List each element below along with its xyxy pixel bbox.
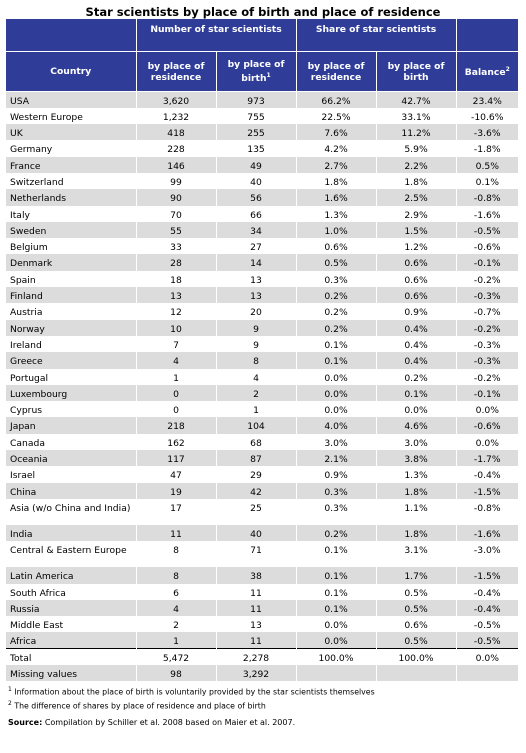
cell-country: Belgium xyxy=(6,238,136,254)
cell-birth-count: 255 xyxy=(216,124,296,140)
cell-residence-count: 70 xyxy=(136,206,216,222)
cell-residence-share: 0.1% xyxy=(296,352,376,368)
cell-birth-share: 1.5% xyxy=(376,222,456,238)
cell-residence-count: 0 xyxy=(136,385,216,401)
footnote-2-text: The difference of shares by place of residence and place of birth xyxy=(14,701,266,711)
cell-residence-count: 13 xyxy=(136,287,216,303)
cell-residence-share: 2.1% xyxy=(296,450,376,466)
cell-birth-count: 68 xyxy=(216,434,296,450)
table-title: Star scientists by place of birth and place of residence xyxy=(85,5,441,19)
cell-residence-share: 2.7% xyxy=(296,157,376,173)
cell-birth-share: 42.7% xyxy=(376,92,456,108)
cell-residence-count: 0 xyxy=(136,401,216,417)
cell-residence-share: 0.1% xyxy=(296,336,376,352)
cell-country: Germany xyxy=(6,140,136,156)
footnote-1-text: Information about the place of birth is voluntarily provided by the star scientists themselves xyxy=(14,687,375,697)
cell-residence-count: 1 xyxy=(136,369,216,385)
cell-country: Portugal xyxy=(6,369,136,385)
cell-balance: -1.6% xyxy=(456,206,518,222)
cell-balance: -0.5% xyxy=(456,222,518,238)
header-group-share: Share of star scientists xyxy=(296,19,456,52)
cell-balance: -0.3% xyxy=(456,352,518,368)
cell-birth-share: 3.1% xyxy=(376,541,456,567)
cell-country: Greece xyxy=(6,352,136,368)
cell-birth-count: 40 xyxy=(216,525,296,541)
cell-country: Norway xyxy=(6,320,136,336)
cell-residence-count: 162 xyxy=(136,434,216,450)
cell-balance: -3.0% xyxy=(456,541,518,567)
cell-balance: 0.0% xyxy=(456,434,518,450)
cell-birth-count: 13 xyxy=(216,287,296,303)
cell-birth-share: 4.6% xyxy=(376,417,456,433)
table-row xyxy=(6,140,518,156)
cell-birth-share: 0.1% xyxy=(376,385,456,401)
cell-residence-share: 7.6% xyxy=(296,124,376,140)
cell-balance: -0.2% xyxy=(456,271,518,287)
cell-residence-count: 117 xyxy=(136,450,216,466)
cell-residence-count: 17 xyxy=(136,499,216,525)
cell-birth-count: 135 xyxy=(216,140,296,156)
cell-residence-share: 0.6% xyxy=(296,238,376,254)
cell-balance: -0.2% xyxy=(456,369,518,385)
cell-country: China xyxy=(6,483,136,499)
cell-country: USA xyxy=(6,92,136,108)
cell-birth-share: 1.3% xyxy=(376,466,456,482)
cell-birth-share: 0.6% xyxy=(376,616,456,632)
cell-residence-share: 0.3% xyxy=(296,271,376,287)
cell-residence-share: 0.0% xyxy=(296,616,376,632)
cell-birth-count: 27 xyxy=(216,238,296,254)
cell-balance: -0.8% xyxy=(456,499,518,525)
cell-balance: -0.6% xyxy=(456,238,518,254)
cell-residence-share: 0.0% xyxy=(296,369,376,385)
cell-birth-share: 0.6% xyxy=(376,287,456,303)
cell-residence-share: 0.3% xyxy=(296,499,376,525)
cell-balance: 0.0% xyxy=(456,401,518,417)
table-row xyxy=(6,466,518,482)
table-row xyxy=(6,600,518,616)
cell-birth-count: 1 xyxy=(216,401,296,417)
cell-birth-count: 973 xyxy=(216,92,296,108)
cell-country: Netherlands xyxy=(6,189,136,205)
cell-residence-count: 6 xyxy=(136,584,216,600)
header-share-residence: by place of residence xyxy=(296,52,376,92)
cell-birth-share: 11.2% xyxy=(376,124,456,140)
cell-country: Finland xyxy=(6,287,136,303)
cell-residence-count: 11 xyxy=(136,525,216,541)
cell-residence-count: 2 xyxy=(136,616,216,632)
table-row xyxy=(6,238,518,254)
cell-birth-count: 9 xyxy=(216,336,296,352)
cell-residence-share: 1.6% xyxy=(296,189,376,205)
cell-country: France xyxy=(6,157,136,173)
cell-residence-share: 0.0% xyxy=(296,632,376,648)
cell-birth-share: 1.1% xyxy=(376,499,456,525)
cell-birth-count: 3,292 xyxy=(216,665,296,681)
table-row xyxy=(6,124,518,140)
cell-balance: -0.1% xyxy=(456,385,518,401)
cell-residence-count: 90 xyxy=(136,189,216,205)
cell-birth-share: 0.9% xyxy=(376,303,456,319)
cell-residence-count: 19 xyxy=(136,483,216,499)
table-row xyxy=(6,649,518,665)
footnote-2-mark: 2 xyxy=(8,699,12,707)
cell-country: Austria xyxy=(6,303,136,319)
cell-balance: -3.6% xyxy=(456,124,518,140)
cell-birth-share: 0.2% xyxy=(376,369,456,385)
cell-residence-share: 0.0% xyxy=(296,401,376,417)
cell-residence-count: 98 xyxy=(136,665,216,681)
table-row xyxy=(6,665,518,681)
cell-balance: 23.4% xyxy=(456,92,518,108)
cell-residence-share: 0.0% xyxy=(296,385,376,401)
cell-country: Oceania xyxy=(6,450,136,466)
cell-residence-count: 4 xyxy=(136,352,216,368)
cell-birth-count: 38 xyxy=(216,567,296,583)
cell-birth-share: 3.8% xyxy=(376,450,456,466)
cell-country: Central & Eastern Europe xyxy=(6,541,136,567)
cell-balance: -0.1% xyxy=(456,254,518,270)
cell-country: Spain xyxy=(6,271,136,287)
table-row xyxy=(6,567,518,583)
cell-birth-share: 33.1% xyxy=(376,108,456,124)
header-balance-sup: 2 xyxy=(505,66,510,74)
table-row xyxy=(6,499,518,525)
cell-balance: -0.4% xyxy=(456,466,518,482)
table-row xyxy=(6,417,518,433)
cell-birth-share: 0.5% xyxy=(376,632,456,648)
cell-birth-count: 8 xyxy=(216,352,296,368)
cell-birth-count: 9 xyxy=(216,320,296,336)
cell-birth-count: 34 xyxy=(216,222,296,238)
cell-residence-share: 0.9% xyxy=(296,466,376,482)
header-number-birth xyxy=(216,52,296,92)
cell-balance: -1.6% xyxy=(456,525,518,541)
cell-country: Canada xyxy=(6,434,136,450)
cell-residence-count: 228 xyxy=(136,140,216,156)
cell-residence-share: 0.1% xyxy=(296,567,376,583)
table-row xyxy=(6,541,518,567)
cell-residence-share: 1.8% xyxy=(296,173,376,189)
cell-birth-count: 29 xyxy=(216,466,296,482)
cell-country: Sweden xyxy=(6,222,136,238)
table-row xyxy=(6,434,518,450)
cell-residence-count: 218 xyxy=(136,417,216,433)
table-row xyxy=(6,632,518,648)
cell-residence-count: 1 xyxy=(136,632,216,648)
cell-birth-share: 2.9% xyxy=(376,206,456,222)
cell-birth-count: 104 xyxy=(216,417,296,433)
cell-country: Africa xyxy=(6,632,136,648)
cell-birth-share: 0.4% xyxy=(376,320,456,336)
header-number-birth-label: by place of birth xyxy=(227,58,285,85)
cell-balance: -0.4% xyxy=(456,584,518,600)
cell-residence-count: 1,232 xyxy=(136,108,216,124)
table-row xyxy=(6,157,518,173)
cell-residence-count: 8 xyxy=(136,567,216,583)
cell-balance: -1.5% xyxy=(456,567,518,583)
cell-residence-count: 7 xyxy=(136,336,216,352)
source-label: Source: xyxy=(8,718,43,728)
cell-birth-share: 100.0% xyxy=(376,649,456,665)
cell-residence-share: 0.2% xyxy=(296,303,376,319)
cell-residence-share: 100.0% xyxy=(296,649,376,665)
footnote-1 xyxy=(8,684,526,698)
cell-residence-share: 0.2% xyxy=(296,320,376,336)
cell-country: UK xyxy=(6,124,136,140)
cell-residence-count: 4 xyxy=(136,600,216,616)
cell-country: South Africa xyxy=(6,584,136,600)
cell-birth-share: 1.2% xyxy=(376,238,456,254)
cell-residence-count: 5,472 xyxy=(136,649,216,665)
cell-residence-share: 4.0% xyxy=(296,417,376,433)
cell-birth-share: 0.6% xyxy=(376,254,456,270)
table-row xyxy=(6,525,518,541)
cell-balance: -0.4% xyxy=(456,600,518,616)
footnote-2 xyxy=(8,698,526,712)
cell-residence-share: 0.1% xyxy=(296,584,376,600)
table-row xyxy=(6,92,518,108)
table-row xyxy=(6,222,518,238)
cell-birth-count: 4 xyxy=(216,369,296,385)
cell-birth-share: 0.6% xyxy=(376,271,456,287)
cell-residence-count: 55 xyxy=(136,222,216,238)
table-row xyxy=(6,189,518,205)
cell-birth-share xyxy=(376,665,456,681)
cell-residence-count: 3,620 xyxy=(136,92,216,108)
cell-balance: -1.8% xyxy=(456,140,518,156)
table-row xyxy=(6,450,518,466)
cell-birth-count: 11 xyxy=(216,584,296,600)
table-row xyxy=(6,616,518,632)
cell-country: Middle East xyxy=(6,616,136,632)
cell-country: Asia (w/o China and India) xyxy=(6,499,136,525)
table-body xyxy=(6,92,518,682)
cell-residence-share xyxy=(296,665,376,681)
cell-balance: -10.6% xyxy=(456,108,518,124)
cell-birth-share: 5.9% xyxy=(376,140,456,156)
cell-country: Italy xyxy=(6,206,136,222)
table-row xyxy=(6,401,518,417)
table-row xyxy=(6,271,518,287)
cell-country: Latin America xyxy=(6,567,136,583)
cell-birth-share: 2.2% xyxy=(376,157,456,173)
table-row xyxy=(6,254,518,270)
cell-residence-share: 4.2% xyxy=(296,140,376,156)
cell-residence-count: 47 xyxy=(136,466,216,482)
data-table xyxy=(6,19,518,681)
cell-balance: -0.2% xyxy=(456,320,518,336)
table-row xyxy=(6,206,518,222)
cell-balance: -0.6% xyxy=(456,417,518,433)
cell-country: Luxembourg xyxy=(6,385,136,401)
cell-birth-count: 2 xyxy=(216,385,296,401)
cell-birth-count: 56 xyxy=(216,189,296,205)
cell-country: Ireland xyxy=(6,336,136,352)
table-row xyxy=(6,287,518,303)
header-blank-country xyxy=(6,19,136,52)
header-country: Country xyxy=(6,52,136,92)
cell-balance: -0.8% xyxy=(456,189,518,205)
cell-country: Denmark xyxy=(6,254,136,270)
cell-residence-share: 66.2% xyxy=(296,92,376,108)
cell-residence-share: 0.3% xyxy=(296,483,376,499)
cell-birth-count: 71 xyxy=(216,541,296,567)
cell-birth-share: 1.7% xyxy=(376,567,456,583)
header-group-number: Number of star scientists xyxy=(136,19,296,52)
cell-country: Japan xyxy=(6,417,136,433)
cell-birth-share: 1.8% xyxy=(376,173,456,189)
table-row xyxy=(6,320,518,336)
cell-country: Total xyxy=(6,649,136,665)
table-row xyxy=(6,352,518,368)
cell-residence-count: 146 xyxy=(136,157,216,173)
cell-balance xyxy=(456,665,518,681)
cell-residence-share: 0.1% xyxy=(296,541,376,567)
header-balance-label: Balance xyxy=(464,67,506,79)
table-row xyxy=(6,385,518,401)
cell-birth-count: 13 xyxy=(216,616,296,632)
source-text: Compilation by Schiller et al. 2008 based on Maier et al. 2007. xyxy=(44,718,296,728)
cell-birth-count: 40 xyxy=(216,173,296,189)
cell-residence-share: 0.2% xyxy=(296,287,376,303)
cell-balance: 0.0% xyxy=(456,649,518,665)
header-blank-balance xyxy=(456,19,518,52)
cell-residence-share: 0.2% xyxy=(296,525,376,541)
table-row xyxy=(6,108,518,124)
header-balance xyxy=(456,52,518,92)
cell-residence-share: 0.1% xyxy=(296,600,376,616)
cell-country: India xyxy=(6,525,136,541)
cell-birth-count: 755 xyxy=(216,108,296,124)
cell-birth-share: 0.4% xyxy=(376,352,456,368)
cell-country: Israel xyxy=(6,466,136,482)
cell-residence-count: 10 xyxy=(136,320,216,336)
cell-birth-count: 49 xyxy=(216,157,296,173)
cell-residence-count: 33 xyxy=(136,238,216,254)
cell-country: Western Europe xyxy=(6,108,136,124)
table-row xyxy=(6,173,518,189)
cell-birth-share: 0.4% xyxy=(376,336,456,352)
cell-birth-count: 2,278 xyxy=(216,649,296,665)
cell-balance: -1.7% xyxy=(456,450,518,466)
cell-residence-share: 1.3% xyxy=(296,206,376,222)
cell-balance: 0.5% xyxy=(456,157,518,173)
cell-residence-count: 418 xyxy=(136,124,216,140)
cell-residence-share: 22.5% xyxy=(296,108,376,124)
cell-birth-share: 0.5% xyxy=(376,584,456,600)
cell-residence-share: 1.0% xyxy=(296,222,376,238)
cell-residence-share: 0.5% xyxy=(296,254,376,270)
table-row xyxy=(6,336,518,352)
cell-residence-count: 12 xyxy=(136,303,216,319)
footnote-1-mark: 1 xyxy=(8,686,12,694)
table-header xyxy=(6,19,518,92)
cell-residence-count: 28 xyxy=(136,254,216,270)
cell-country: Russia xyxy=(6,600,136,616)
table-row xyxy=(6,303,518,319)
cell-balance: -0.5% xyxy=(456,616,518,632)
cell-balance: -1.5% xyxy=(456,483,518,499)
cell-balance: -0.3% xyxy=(456,336,518,352)
table-row xyxy=(6,584,518,600)
cell-birth-share: 3.0% xyxy=(376,434,456,450)
cell-residence-share: 3.0% xyxy=(296,434,376,450)
cell-birth-share: 1.8% xyxy=(376,525,456,541)
cell-residence-count: 8 xyxy=(136,541,216,567)
cell-birth-count: 14 xyxy=(216,254,296,270)
cell-country: Cyprus xyxy=(6,401,136,417)
source-line xyxy=(8,717,526,728)
footnotes xyxy=(8,684,526,728)
cell-balance: -0.5% xyxy=(456,632,518,648)
cell-birth-share: 2.5% xyxy=(376,189,456,205)
cell-country: Missing values xyxy=(6,665,136,681)
cell-birth-count: 66 xyxy=(216,206,296,222)
cell-country: Switzerland xyxy=(6,173,136,189)
cell-residence-count: 99 xyxy=(136,173,216,189)
cell-birth-share: 0.5% xyxy=(376,600,456,616)
cell-residence-count: 18 xyxy=(136,271,216,287)
cell-balance: 0.1% xyxy=(456,173,518,189)
cell-balance: -0.7% xyxy=(456,303,518,319)
cell-balance: -0.3% xyxy=(456,287,518,303)
header-number-residence: by place of residence xyxy=(136,52,216,92)
cell-birth-share: 1.8% xyxy=(376,483,456,499)
cell-birth-count: 11 xyxy=(216,600,296,616)
cell-birth-count: 11 xyxy=(216,632,296,648)
header-share-birth: by place of birth xyxy=(376,52,456,92)
header-number-birth-sup: 1 xyxy=(266,71,271,79)
cell-birth-count: 13 xyxy=(216,271,296,287)
cell-birth-count: 42 xyxy=(216,483,296,499)
cell-birth-count: 87 xyxy=(216,450,296,466)
table-row xyxy=(6,369,518,385)
table-row xyxy=(6,483,518,499)
cell-birth-count: 25 xyxy=(216,499,296,525)
cell-birth-count: 20 xyxy=(216,303,296,319)
cell-birth-share: 0.0% xyxy=(376,401,456,417)
